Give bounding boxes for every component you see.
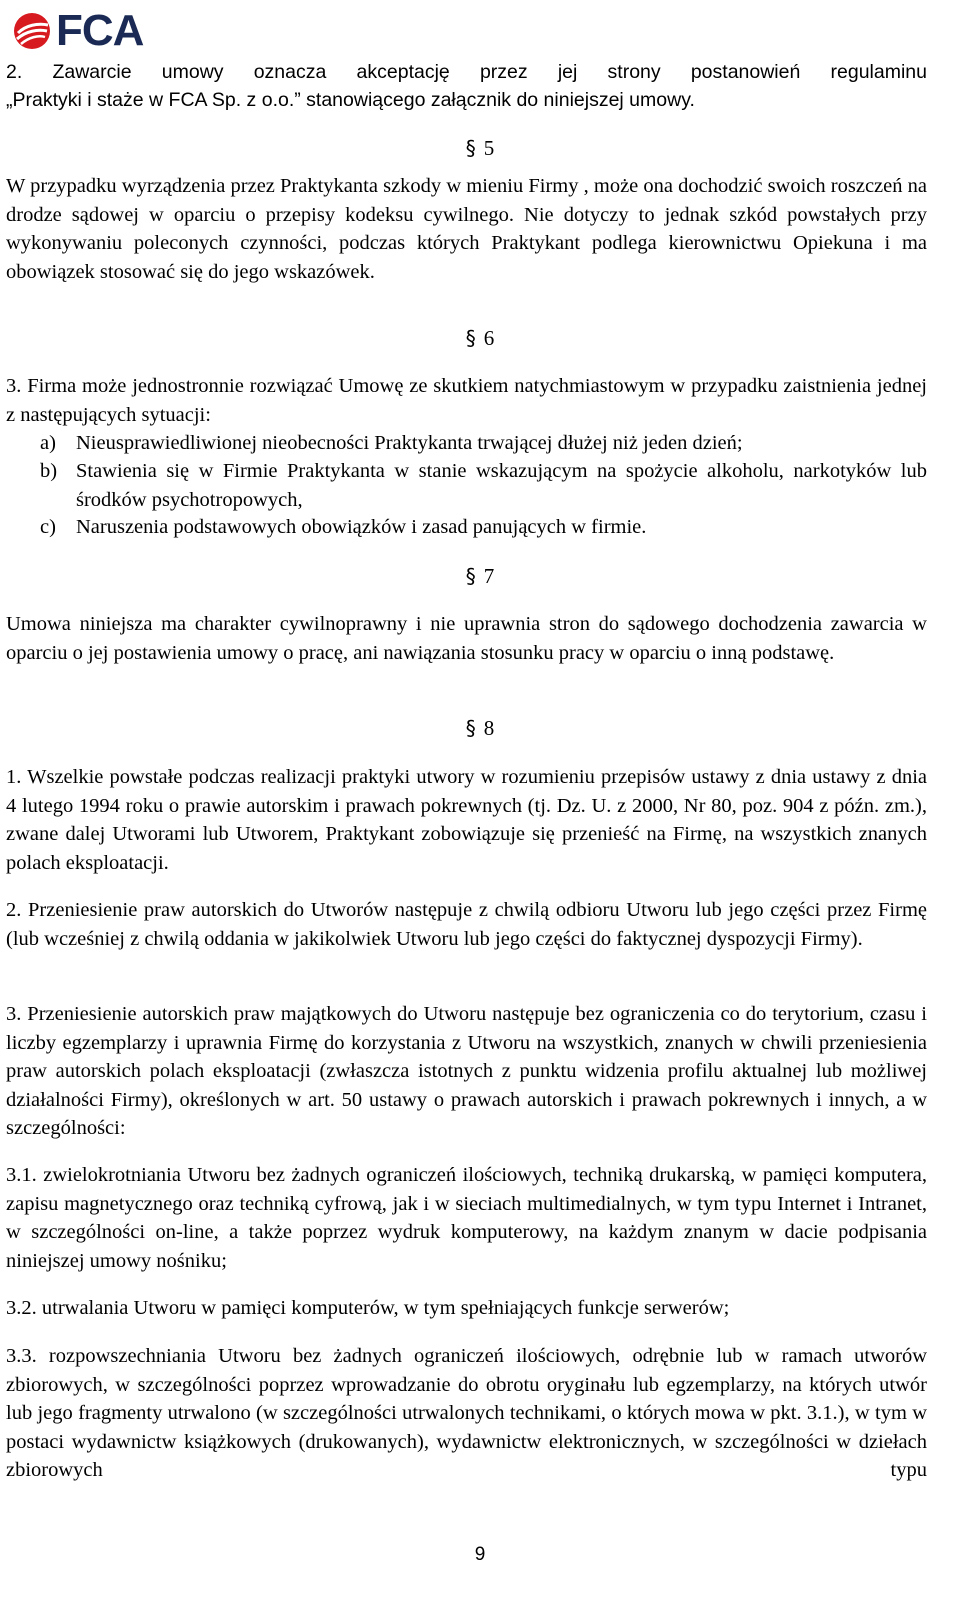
section-symbol: § <box>465 326 476 350</box>
section-symbol: § <box>465 564 476 588</box>
paragraph-2-line-1: 2. Zawarcie umowy oznacza akceptację przez jej strony postanowień regulaminu <box>6 61 927 83</box>
section-number: 5 <box>483 136 495 160</box>
section-5-text: W przypadku wyrządzenia przez Praktykanta szkody w mieniu Firmy , może ona dochodzić swoich roszczeń na drodze sądowej w oparciu o przepisy kodeksu cywilnego. Nie dotyczy to jednak szkód powstałych przy wykonywaniu poleconych czynności, podczas których Praktykant podlega kierownictwu Opiekuna i ma obowiązek stosować się do jego wskazówek. <box>6 175 927 283</box>
list-item-b <box>40 457 927 514</box>
list-item-text: Naruszenia podstawowych obowiązków i zasad panujących w firmie. <box>76 516 647 538</box>
section-8-point-3-3: 3.3. rozpowszechniania Utworu bez żadnych ograniczeń ilościowych, odrębnie lub w ramach utworów zbiorowych, w szczególności poprzez wprowadzanie do obrotu oryginału lub egzemplarzy, na których utwór lub jego fragmenty utrwalono (w szczególności utrwalonych technikami, o których mowa w pkt. 3.1.), w tym w postaci wydawnictw książkowych (drukowanych), wydawnictw elektronicznych, w szczególności w dziełach zbiorowych typu <box>6 1345 927 1481</box>
logo-wordmark: FCA <box>56 6 144 55</box>
section-8-point-1: 1. Wszelkie powstałe podczas realizacji praktyki utwory w rozumieniu przepisów ustawy z dnia ustawy z dnia 4 lutego 1994 roku o prawie autorskim i prawach pokrewnych (tj. Dz. U. z 2000, Nr 80, poz. 904 z późn. zm.), zwane dalej Utworami lub Utworem, Praktykant zobowiązuje się przenieść na Firmę, na wszystkich znanych polach eksploatacji. <box>6 766 927 874</box>
section-5-heading <box>0 134 960 162</box>
list-item-c <box>40 513 927 542</box>
list-marker: c) <box>40 516 56 538</box>
section-symbol: § <box>465 716 476 740</box>
section-8-point-2: 2. Przeniesienie praw autorskich do Utworów następuje z chwilą odbioru Utworu lub jego części przez Firmę (lub wcześniej z chwilą oddania w jakikolwiek Utworu lub jego części do faktycznej dyspozycji Firmy). <box>6 899 927 950</box>
section-number: 8 <box>483 716 495 740</box>
list-item-text: Nieusprawiedliwionej nieobecności Praktykanta trwającej dłużej niż jeden dzień; <box>76 432 743 454</box>
paragraph-2-line-2: „Praktyki i staże w FCA Sp. z o.o.” stanowiącego załącznik do niniejszej umowy. <box>6 89 695 111</box>
page-number: 9 <box>474 1544 486 1565</box>
fca-logo-icon <box>12 11 52 51</box>
section-number: 6 <box>483 326 495 350</box>
list-item-a <box>40 429 927 458</box>
section-8-point-3: 3. Przeniesienie autorskich praw majątkowych do Utworu następuje bez ograniczenia co do terytorium, czasu i liczby egzemplarzy i uprawnia Firmę do korzystania z Utworu na wszystkich, znanych w chwili przeniesienia praw autorskich polach eksploatacji (zwłaszcza istotnych z punktu widzenia profilu aktualnej lub możliwej działalności Firmy), określonych w art. 50 ustawy o prawach autorskich i prawach pokrewnych i innych, a w szczególności: <box>6 1003 927 1139</box>
list-item-text: Stawienia się w Firmie Praktykanta w stanie wskazującym na spożycie alkoholu, narkotyków lub środków psychotropowych, <box>76 460 927 511</box>
company-logo <box>12 6 144 55</box>
section-6-heading <box>0 324 960 352</box>
section-6-intro: 3. Firma może jednostronnie rozwiązać Umowę ze skutkiem natychmiastowym w przypadku zaistnienia jednej z następujących sytuacji: <box>6 375 927 426</box>
section-symbol: § <box>465 136 476 160</box>
section-7-heading <box>0 562 960 590</box>
list-marker: a) <box>40 432 56 454</box>
section-8-point-3-2: 3.2. utrwalania Utworu w pamięci komputerów, w tym spełniających funkcje serwerów; <box>6 1297 730 1319</box>
section-8-point-3-1: 3.1. zwielokrotniania Utworu bez żadnych ograniczeń ilościowych, techniką drukarską, w pamięci komputera, zapisu magnetycznego oraz techniką cyfrową, jak i w sieciach multimedialnych, w tym typu Internet i Intranet, w szczególności on-line, a także poprzez wydruk komputerowy, na każdym znanym w dacie podpisania niniejszej umowy nośniku; <box>6 1164 927 1272</box>
section-number: 7 <box>483 564 495 588</box>
section-7-text: Umowa niniejsza ma charakter cywilnoprawny i nie uprawnia stron do sądowego dochodzenia zawarcia w oparciu o jej postawienia umowy o pracę, ani nawiązania stosunku pracy w oparciu o inną podstawę. <box>6 613 927 664</box>
section-8-heading <box>0 714 960 742</box>
list-marker: b) <box>40 460 58 482</box>
